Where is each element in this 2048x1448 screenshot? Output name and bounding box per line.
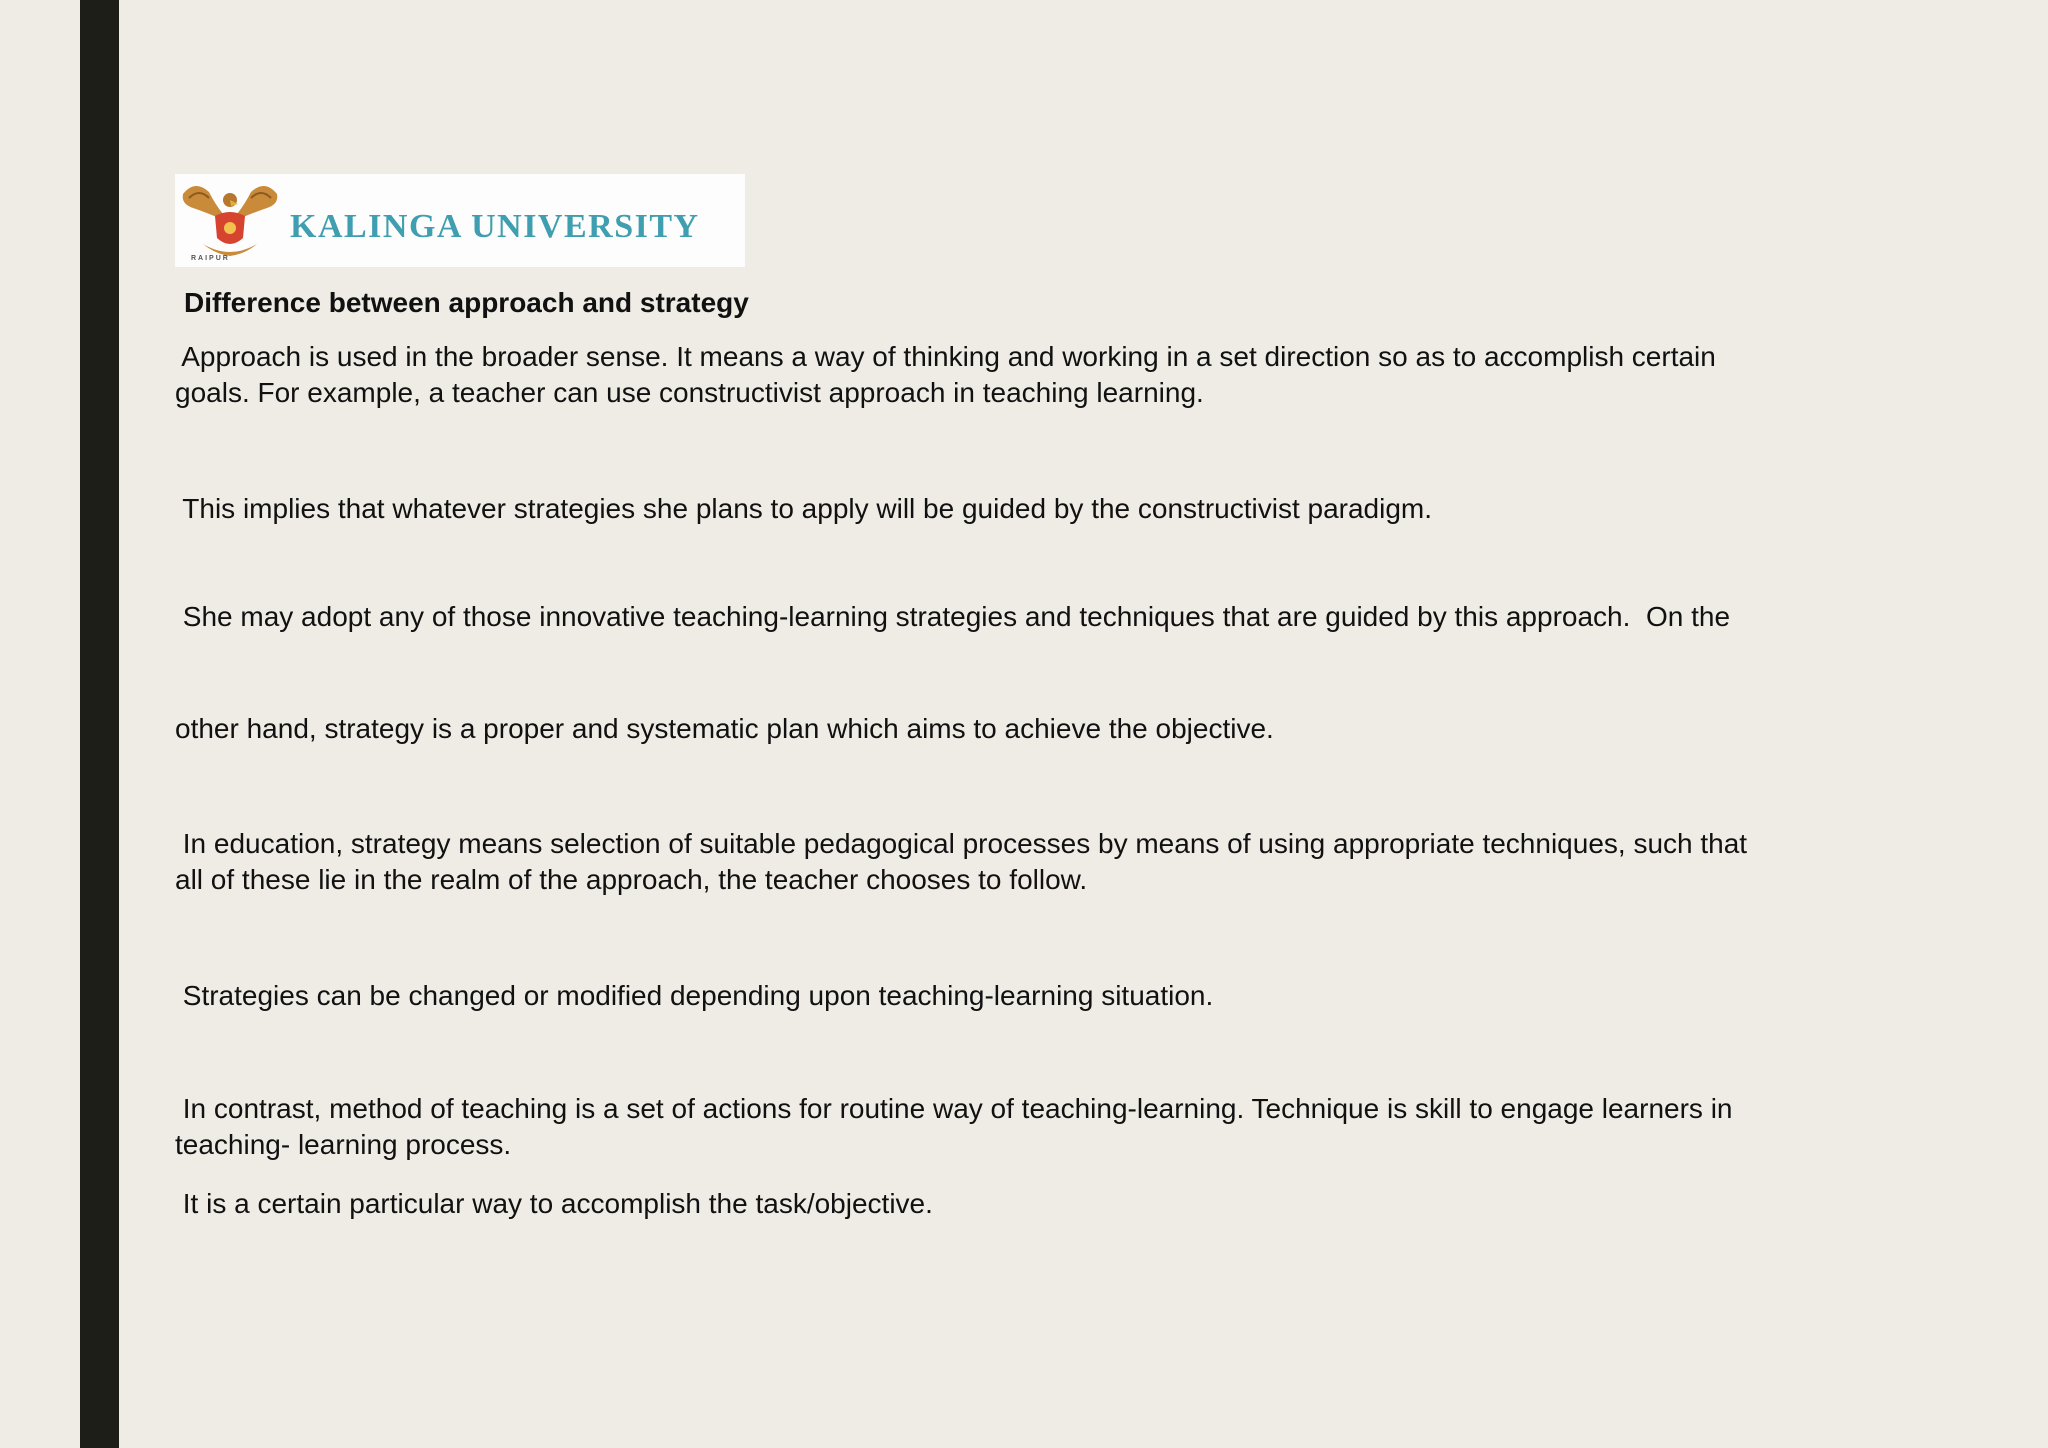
paragraph-other-hand: other hand, strategy is a proper and systematic plan which aims to achieve the objective. (175, 713, 1274, 744)
university-logo (175, 174, 745, 267)
paragraph-approach: Approach is used in the broader sense. It means a way of thinking and working in a set direction so as to accomplish certain goals. For example, a teacher can use constructivist approach in teaching learning. (175, 341, 1716, 408)
eagle-emblem-icon (175, 174, 285, 267)
logo-wordmark: KALINGA UNIVERSITY (290, 208, 700, 245)
paragraph-implies: This implies that whatever strategies she plans to apply will be guided by the constructivist paradigm. (175, 493, 1433, 524)
side-accent-bar (80, 0, 119, 1448)
paragraph-strategies-change: Strategies can be changed or modified depending upon teaching-learning situation. (175, 980, 1214, 1011)
slide-heading: Difference between approach and strategy (184, 287, 749, 318)
paragraph-contrast: In contrast, method of teaching is a set of actions for routine way of teaching-learning. Technique is skill to engage learners in teaching- learning process. (175, 1093, 1733, 1160)
logo-subtitle: RAIPUR (191, 255, 230, 262)
paragraph-education: In education, strategy means selection of suitable pedagogical processes by means of using appropriate techniques, such that all of these lie in the realm of the approach, the teacher chooses to follow. (175, 828, 1748, 895)
paragraph-particular-way: It is a certain particular way to accomplish the task/objective. (175, 1188, 933, 1219)
paragraph-adopt: She may adopt any of those innovative teaching-learning strategies and techniques that are guided by this approach. On the (175, 601, 1731, 632)
